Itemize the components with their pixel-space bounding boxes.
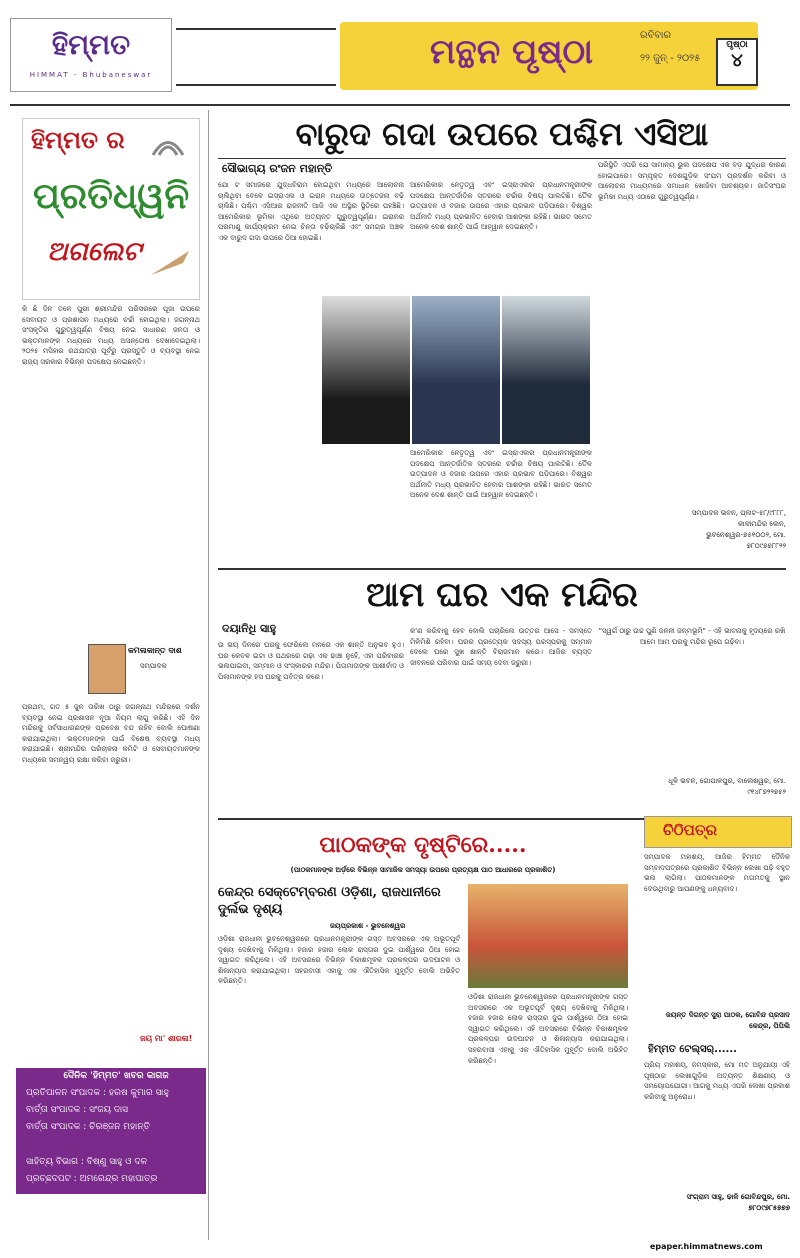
article2-column-1: ଉ ଭୟ ଦିନରେ ଘରକୁ ଫେରିଲେ ମନରେ ଏକ ଶାନ୍ତି ଅନୁଭବ ହୁଏ। ଘର କେବଳ ଇଟା ଓ ପଥରରେ ଗଢ଼ା ଏକ ଢାଞ୍ଚା ନୁହେଁ, ଏହା ପରିବାରର ଭଲପାଇବା, ସମ୍ମାନ ଓ ସଂସ୍କାରର ମନ୍ଦିର। ପିତାମାତାଙ୍କ ଆଶୀର୍ବାଦ ଓ ପିଲାମାନଙ୍କ ହସ ଘରକୁ ପବିତ୍ର କରେ।	[218, 641, 404, 681]
letter-1-signer: ଜୟନ୍ତ ଦିଗନ୍ତ ସୁରା ପାଠକ, ଗୋବିନ୍ଦ ପ୍ରସାଦ କେନ୍ଦ୍ର, ପିପିଲି	[665, 1011, 790, 1030]
page-title: ମନ୍ଥନ ପୃଷ୍ଠା	[430, 32, 593, 72]
article-column-2: ଆମେରିକାର ନେତୃତ୍ୱ ଏବଂ ଇସ୍ରାଏଲର ପ୍ରଧାନମନ୍ତ୍ରୀଙ୍କ ପଦକ୍ଷେପ ଆନ୍ତର୍ଜାତିକ ସ୍ତରରେ ଚର୍ଚ୍ଚାର ବିଷୟ ପାଲଟିଛି। ତୈଳ ଉତ୍ପାଦନ ଓ ବଜାର ଉପରେ ଏହାର ପ୍ରଭାବ ପଡ଼ିପାରେ। ବିଶ୍ୱର ଅର୍ଥନୀତି ମଧ୍ୟ ପ୍ରଭାବିତ ହେବାର ଆଶଙ୍କା ରହିଛି। ଭାରତ ସମେତ ଅନେକ ଦେଶ ଶାନ୍ତି ପାଇଁ ଆହ୍ୱାନ ଦେଇଛନ୍ତି।	[410, 181, 592, 232]
article-headline: ବାରୁଦ ଗଦା ଉପରେ ପଶ୍ଚିମ ଏସିଆ	[295, 115, 709, 153]
readers-subheadline: କେନ୍ଦ୍ର ସେକ୍ଟେମ୍ବରଣ ଓଡ଼ିଶା, ରାଜଧାନୀରେ ଦୁର୍ଲଭ ଦୃଶ୍ୟ	[218, 885, 441, 917]
article2-headline: ଆମ ଘର ଏକ ମନ୍ଦିର	[366, 575, 638, 615]
letter-1-body: ସମ୍ପାଦକ ମହାଶୟ, ଆଜିର ହିମ୍ମତ ଦୈନିକ ସମ୍ବାଦପତ୍ରରେ ପ୍ରକାଶିତ ବିଭିନ୍ନ ଲେଖା ପଢ଼ି ବହୁତ ଭଲ ଲାଗିଲା। ପାଠକମାନଙ୍କ ମତାମତକୁ ସ୍ଥାନ ଦେଉଥିବାରୁ ଆପଣଙ୍କୁ ଧନ୍ୟବାଦ।	[644, 853, 790, 893]
staff-line: ପ୍ରତିପାଳନ ସଂପାଦକ : ହରଷ କୁମାର ସାହୁ	[26, 1088, 169, 1098]
page-number-box	[716, 38, 758, 86]
author-card	[70, 640, 200, 698]
logo-subtitle: HIMMAT - Bhubaneswar	[29, 71, 153, 79]
article2-poem: "ସ୍ୱର୍ଗ ଠାରୁ ଉଚ୍ଚ ପୁଣି ଜନନୀ ଜନ୍ମଭୂମି" - ଏହି ଭାବନାକୁ ହୃଦୟରେ ରଖି ଆମେ ଆମ ଘରକୁ ମନ୍ଦିର ରୂପେ ଗଢ଼ିବା।	[598, 627, 786, 646]
readers-byline: ଜୟପ୍ରକାଶ - ଭୁବନେଶ୍ୱର	[330, 922, 406, 930]
signal-wave-icon	[143, 125, 193, 165]
logo-text: ହିମ୍ମତ	[51, 28, 131, 61]
quill-pen-icon	[149, 247, 193, 277]
letter-2-signer: ସଂଗ୍ରାମ ସାହୁ, ଢାଳି ଗୋବିନ୍ଦପୁର, ମୋ. ୭୮୦୯୭୮୫୭୭୭	[686, 1193, 790, 1212]
leaders-photo	[322, 296, 590, 444]
newspaper-logo[interactable]	[10, 18, 172, 92]
page-number: ୪	[731, 50, 743, 71]
brand-line-1: ହିମ୍ମତ ର	[31, 125, 125, 154]
staff-line: ସାହିତ୍ୟ ବିଭାଗ : ବିଷ୍ଣୁ ସାହୁ ଓ ଦଳ	[26, 1157, 148, 1167]
epaper-url[interactable]: epaper.himmatnews.com	[650, 1242, 763, 1251]
article-column-2-continued: ଆମେରିକାର ନେତୃତ୍ୱ ଏବଂ ଇସ୍ରାଏଲର ପ୍ରଧାନମନ୍ତ୍ରୀଙ୍କ ପଦକ୍ଷେପ ଆନ୍ତର୍ଜାତିକ ସ୍ତରରେ ଚର୍ଚ୍ଚାର ବିଷୟ ପାଲଟିଛି। ତୈଳ ଉତ୍ପାଦନ ଓ ବଜାର ଉପରେ ଏହାର ପ୍ରଭାବ ପଡ଼ିପାରେ। ବିଶ୍ୱର ଅର୍ଥନୀତି ମଧ୍ୟ ପ୍ରଭାବିତ ହେବାର ଆଶଙ୍କା ରହିଛି। ଭାରତ ସମେତ ଅନେକ ଦେଶ ଶାନ୍ତି ପାଇଁ ଆହ୍ୱାନ ଦେଇଛନ୍ତି।	[410, 449, 592, 500]
staff-title: ଦୈନିକ 'ହିମ୍ମତ' ଖବର କାଗଜ	[63, 1071, 169, 1081]
author-name: କମଳାକାନ୍ତ ଦାଶ	[128, 646, 182, 655]
readers-body-continued: ଓଡ଼ିଶା ରାଜଧାନୀ ଭୁବନେଶ୍ୱରରେ ପ୍ରଧାନମନ୍ତ୍ରୀଙ୍କ ଗସ୍ତ ଅବସରରେ ଏକ ଅଭୂତପୂର୍ବ ଦୃଶ୍ୟ ଦେଖିବାକୁ ମିଳିଥିଲା। ହଜାର ହଜାର ଲୋକ ରାସ୍ତାର ଦୁଇ ପାର୍ଶ୍ୱରେ ଠିଆ ହୋଇ ସ୍ୱାଗତ କରିଥିଲେ। ଏହି ଅବସରରେ ବିଭିନ୍ନ ବିକାଶମୂଳକ ପ୍ରକଳ୍ପର ଉଦଘାଟନ ଓ ଶିଳାନ୍ୟାସ କରାଯାଇଥିଲା। ସହରବାସୀ ଏହାକୁ ଏକ ଐତିହାସିକ ମୁହୂର୍ତ୍ତ ବୋଲି ଅଭିହିତ କରିଛନ୍ତି।	[468, 993, 628, 1065]
letter-2-greeting: ହିମ୍ମତ ଟେଲ୍ସର୍......	[648, 1044, 737, 1055]
leader-photo-2	[412, 296, 500, 444]
article2-byline: ଦୟାନିଧି ସାହୁ	[222, 622, 277, 635]
readers-note: (ପାଠକମାନଙ୍କ ଅର୍ଡ଼ରେ ବିଭିନ୍ନ ସାମାଜିକ ସମସ୍ୟା ଉପରେ ପ୍ରତ୍ୟକ୍ଷ ପାଠ ଆଧାରରେ ପ୍ରକାଶିତ)	[290, 866, 556, 874]
staff-line: ପ୍ରଚ୍ଛଦପଟ : ଅମରେନ୍ଦ୍ର ମହାପାତ୍ର	[26, 1174, 158, 1184]
staff-line: ବାର୍ତ୍ତା ସଂପାଦକ : ଚିରଞ୍ଜନ ମହାନ୍ତି	[26, 1122, 150, 1132]
day-label: ରବିବାର	[640, 30, 672, 41]
date-block	[640, 30, 720, 86]
sidebar-article-body: କି ଛି ଦିନ ତଳେ ପୁରୀ ଶ୍ରୀମନ୍ଦିର ପରିସରରେ ପୂଜା ଉପରେ ସେବାୟତ ଓ ପ୍ରଶାସନ ମଧ୍ୟରେ ଚର୍ଚ୍ଚା ହୋଇଥିଲା। ଜଗନ୍ନାଥ ସଂସ୍କୃତିର ଗୁରୁତ୍ୱପୂର୍ଣ୍ଣ ବିଷୟ ନେଇ ସାଧାରଣ ଜନତା ଓ ଭକ୍ତମାନଙ୍କ ମଧ୍ୟରେ ମଧ୍ୟ ଅସନ୍ତୋଷ ଦେଖାଦେଇଥିଲା। ୨୦୨୫ ମସିହାର ରଥଯାତ୍ରା ପୂର୍ବରୁ ପ୍ରସ୍ତୁତି ଓ ବ୍ୟବସ୍ଥା ନେଇ ରାଜ୍ୟ ସରକାର ବିଭିନ୍ନ ପଦକ୍ଷେପ ନେଇଛନ୍ତି।	[22, 305, 200, 366]
letters-title: ଚିଠିପତ୍ର	[663, 821, 717, 839]
article-address: ସମ୍ପାଦକ ଭବନ, ପ୍ଲଟ-୫୮/୯୮୮୮, କାଳୀମନ୍ଦିର ଲେନ, ଭୁବନେଶ୍ୱର-୭୫୧୦୦୨, ମୋ. ୭୮୦୯୭୭୮୮୨୨	[691, 509, 786, 550]
headline-rule	[218, 158, 786, 159]
column-divider	[208, 110, 209, 1240]
header-divider	[10, 104, 790, 106]
author-photo	[88, 644, 126, 694]
author-role: ସମ୍ପାଦକ	[140, 662, 167, 670]
staff-box-lower	[16, 1154, 206, 1194]
masthead-rule-lower	[176, 84, 336, 86]
rally-photo	[468, 884, 628, 988]
section-rule	[218, 568, 786, 570]
article2-address: ଧୂଳି ଭବନ, ଗୋପାଳପୁର, ବାଲେଶ୍ୱର, ମୋ. ୯୧୪୮୭୨୨୭୫୨	[668, 777, 786, 796]
article-column-1: ଯୋ ଟ ସମାଜରେ ଯୁଦ୍ଧବିରାମ ହୋଇଥିବା ମଧ୍ୟରେ ଆଲୋଚନା ଚାଲିଥିବା ବେଳେ ଇସ୍ରାଏଲ ଓ ଇରାନ ମଧ୍ୟରେ ଉତ୍ତେଜନା ବଢ଼ି ଚାଲିଛି। ପଶ୍ଚିମ ଏସିଆର ରାଜନୀତି ଆଜି ଏକ ଅସ୍ଥିର ସ୍ଥିତିରେ ପହଞ୍ଚିଛି। ଆମେରିକାର ଭୂମିକା ଏଥିରେ ଅତ୍ୟନ୍ତ ଗୁରୁତ୍ୱପୂର୍ଣ୍ଣ। ଇରାନର ପରମାଣୁ କାର୍ଯ୍ୟକ୍ରମ ନେଇ ଚିନ୍ତା ବଢ଼ିଚାଲିଛି ଏବଂ ସମଗ୍ର ଅଞ୍ଚଳ ଏକ ବାରୁଦ ଗଦା ଉପରେ ଠିଆ ହୋଇଛି।	[218, 181, 404, 242]
readers-banner: ପାଠକଙ୍କ ଦୃଷ୍ଟିରେ.....	[319, 832, 527, 858]
date-label: ୨୨ ଜୁନ୍ - ୨୦୨୫	[640, 53, 701, 64]
masthead-rule	[176, 28, 336, 30]
sidebar-article-body-continued: ପ୍ରଥମ, ଗତ ୫ ଜୁନ ତାରିଖ ଠାରୁ ଜଗନ୍ନାଥ ମନ୍ଦିରରେ ଦର୍ଶନ ବ୍ୟବସ୍ଥା ନେଇ ପ୍ରଶାସନ ନୂଆ ନିୟମ ଲାଗୁ କରିଛି। ଏହି ଦିନ ମନ୍ଦିରକୁ ସର୍ବସାଧାରଣଙ୍କ ପ୍ରବେଶ ବନ୍ଦ ରହିବ ବୋଲି ଘୋଷଣା କରାଯାଇଥିଲା। ଭକ୍ତମାନଙ୍କ ପାଇଁ ବିଶେଷ ବ୍ୟବସ୍ଥା ମଧ୍ୟ କରାଯାଇଛି। ଶ୍ରୀମନ୍ଦିର ପରିଚାଳନା କମିଟି ଓ ସେବାୟତମାନଙ୍କ ମଧ୍ୟରେ ସମନ୍ୱୟ ରକ୍ଷା କରିବା ଜରୁରୀ।	[22, 703, 200, 764]
readers-body: ଓଡ଼ିଶା ରାଜଧାନୀ ଭୁବନେଶ୍ୱରରେ ପ୍ରଧାନମନ୍ତ୍ରୀଙ୍କ ଗସ୍ତ ଅବସରରେ ଏକ ଅଭୂତପୂର୍ବ ଦୃଶ୍ୟ ଦେଖିବାକୁ ମିଳିଥିଲା। ହଜାର ହଜାର ଲୋକ ରାସ୍ତାର ଦୁଇ ପାର୍ଶ୍ୱରେ ଠିଆ ହୋଇ ସ୍ୱାଗତ କରିଥିଲେ। ଏହି ଅବସରରେ ବିଭିନ୍ନ ବିକାଶମୂଳକ ପ୍ରକଳ୍ପର ଉଦଘାଟନ ଓ ଶିଳାନ୍ୟାସ କରାଯାଇଥିଲା। ସହରବାସୀ ଏହାକୁ ଏକ ଐତିହାସିକ ମୁହୂର୍ତ୍ତ ବୋଲି ଅଭିହିତ କରିଛନ୍ତି।	[218, 935, 460, 986]
letter-2-body: ପ୍ରିୟ ମହାଶୟ, ନମସ୍କାର, ମୋ ମତ ଅନୁଯାୟୀ ଏହି ପୃଷ୍ଠାର ଲେଖାଗୁଡ଼ିକ ଅତ୍ୟନ୍ତ ଶିକ୍ଷଣୀୟ ଓ ସମୟୋପଯୋଗୀ। ଆଗକୁ ମଧ୍ୟ ଏପରି ଲେଖା ପ୍ରକାଶ କରିବାକୁ ଅନୁରୋଧ।	[644, 1061, 790, 1101]
sidebar-signoff: ଜୟ ମା' ଶାରଳା!	[140, 1034, 193, 1043]
column-brand	[22, 118, 200, 300]
leader-photo-3	[502, 296, 590, 444]
letters-header	[644, 816, 792, 848]
article-byline: ସୌଭାଗ୍ୟ ରଂଜନ ମହାନ୍ତି	[222, 162, 333, 175]
leader-photo-1	[322, 296, 410, 444]
brand-line-2: ପ୍ରତିଧ୍ୱନି	[33, 175, 190, 217]
masthead	[0, 0, 800, 108]
staff-line: ବାର୍ତ୍ତା ସଂପାଦକ : ସଂଜୟ ଦାସ	[26, 1105, 128, 1115]
brand-line-3: ଅଗଲେଟ	[47, 237, 142, 267]
article-column-3: ପରିସ୍ଥିତି ଏପରି ଯେ ସାମାନ୍ୟ ଭୁଲ ପଦକ୍ଷେପ ଏକ ବଡ଼ ଯୁଦ୍ଧର କାରଣ ହୋଇପାରେ। ସମ୍ପୃକ୍ତ ଦେଶଗୁଡ଼ିକ ସଂଯମ ପ୍ରଦର୍ଶନ କରିବା ଓ ଆଲୋଚନା ମାଧ୍ୟମରେ ସମାଧାନ ଖୋଜିବା ଆବଶ୍ୟକ। ଜାତିସଂଘର ଭୂମିକା ମଧ୍ୟ ଏଠାରେ ଗୁରୁତ୍ୱପୂର୍ଣ୍ଣ।	[598, 161, 786, 201]
page-label: ପୃଷ୍ଠା	[726, 40, 748, 50]
staff-box	[16, 1068, 206, 1154]
article2-column-2: କ'ଣ କରିବାକୁ ହେବ ବୋଲି ପଚାରିଲେ ଉତ୍ତର ଆସେ - ସମସ୍ତେ ମିଳିମିଶି ରହିବା। ଘରର ପ୍ରତ୍ୟେକ ସଦସ୍ୟ ପରସ୍ପରକୁ ସମ୍ମାନ ଦେଲେ ଘରେ ସୁଖ ଶାନ୍ତି ବିରାଜମାନ କରେ। ଆଜିର ବ୍ୟସ୍ତ ଜୀବନରେ ପରିବାର ପାଇଁ ସମୟ ଦେବା ଜରୁରୀ।	[410, 627, 592, 667]
